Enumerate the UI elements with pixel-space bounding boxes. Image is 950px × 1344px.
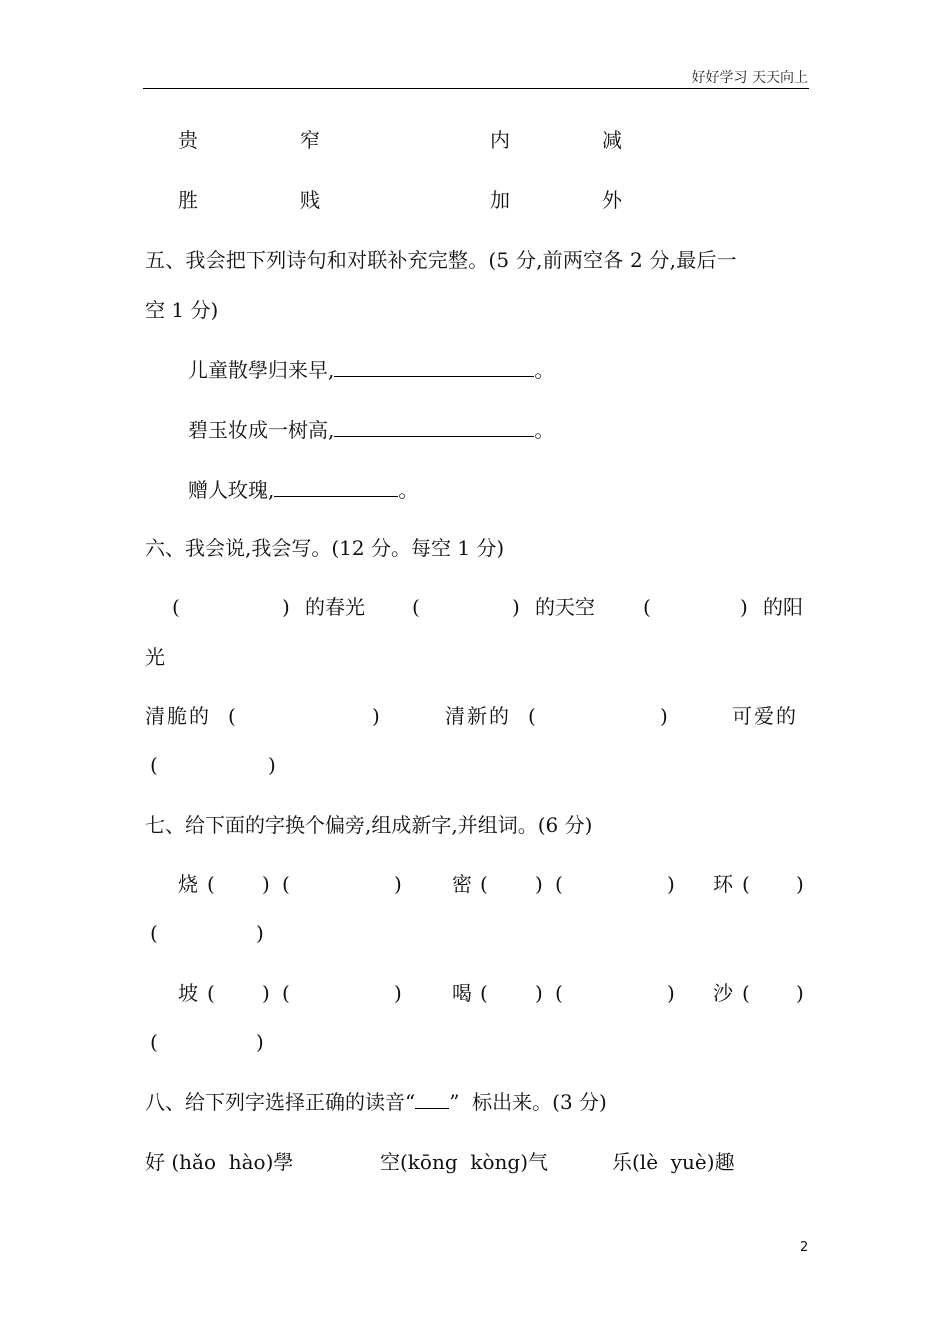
radical-char: 密 (452, 872, 472, 896)
pinyin-item: 空(kōng kòng)气 (380, 1150, 549, 1174)
paren-close: ) (535, 981, 543, 1005)
antonym-char: 胜 (178, 188, 198, 212)
paren-open: ( (282, 872, 290, 896)
antonym-char: 窄 (300, 128, 320, 152)
phrase: 的春光 (305, 595, 365, 619)
paren-close: ) (394, 872, 402, 896)
paren-open: ( (742, 981, 750, 1005)
phrase: 可爱的 (732, 704, 798, 728)
paren-open: ( (207, 872, 215, 896)
radical-char: 坡 (178, 981, 198, 1005)
period: 。 (534, 418, 555, 442)
paren-close: ) (660, 704, 668, 728)
couplet-line (188, 478, 418, 502)
phrase: 的阳 (763, 595, 803, 619)
paren-open: ( (480, 872, 488, 896)
pinyin-item: 乐(lè yuè)趣 (612, 1150, 735, 1174)
poem-line-1 (188, 358, 554, 382)
paren-open: ( (555, 981, 563, 1005)
phrase: 清新的 (445, 704, 511, 728)
paren-open: ( (480, 981, 488, 1005)
paren-open: ( (207, 981, 215, 1005)
poem-text: 碧玉妆成一树高, (188, 418, 335, 442)
paren-close: ) (394, 981, 402, 1005)
radical-char: 喝 (452, 981, 472, 1005)
paren-open: ( (412, 595, 420, 619)
period: 。 (534, 358, 555, 382)
paren-open: ( (643, 595, 651, 619)
paren-close: ) (667, 872, 675, 896)
header-rule (143, 88, 809, 89)
underline-sample (415, 1092, 449, 1109)
paren-close: ) (256, 1030, 264, 1054)
paren-close: ) (372, 704, 380, 728)
title-text: ” 标出来。(3 分) (449, 1090, 607, 1114)
antonym-char: 内 (490, 128, 510, 152)
paren-open: ( (172, 595, 180, 619)
antonym-char: 贵 (178, 128, 198, 152)
paren-open: ( (228, 704, 236, 728)
section-5-title: 五、我会把下列诗句和对联补充完整。(5 分,前两空各 2 分,最后一 (145, 248, 737, 272)
period: 。 (398, 478, 419, 502)
radical-char: 烧 (178, 872, 198, 896)
header-text: 好好学习 天天向上 (691, 70, 808, 86)
answer-blank[interactable] (334, 358, 534, 377)
antonym-char: 贱 (300, 188, 320, 212)
paren-close: ) (535, 872, 543, 896)
answer-blank[interactable] (334, 418, 534, 437)
paren-close: ) (282, 595, 290, 619)
paren-close: ) (667, 981, 675, 1005)
paren-open: ( (282, 981, 290, 1005)
paren-close: ) (262, 981, 270, 1005)
answer-blank[interactable] (274, 478, 398, 497)
radical-char: 环 (713, 872, 733, 896)
paren-close: ) (796, 981, 804, 1005)
radical-char: 沙 (713, 981, 733, 1005)
poem-line-2 (188, 418, 554, 442)
poem-text: 儿童散學归来早, (188, 358, 335, 382)
title-text: 八、给下列字选择正确的读音“ (145, 1090, 416, 1114)
paren-close: ) (268, 753, 276, 777)
paren-open: ( (742, 872, 750, 896)
paren-open: ( (150, 753, 158, 777)
antonym-char: 外 (602, 188, 622, 212)
couplet-text: 赠人玫瑰, (188, 478, 275, 502)
phrase-cont: 光 (145, 645, 165, 669)
paren-close: ) (256, 921, 264, 945)
section-8-title (145, 1090, 607, 1114)
section-6-title: 六、我会说,我会写。(12 分。每空 1 分) (145, 536, 505, 560)
paren-open: ( (528, 704, 536, 728)
paren-close: ) (262, 872, 270, 896)
antonym-char: 加 (490, 188, 510, 212)
phrase: 清脆的 (145, 704, 211, 728)
paren-close: ) (796, 872, 804, 896)
paren-open: ( (150, 1030, 158, 1054)
section-7-title: 七、给下面的字换个偏旁,组成新字,并组词。(6 分) (145, 813, 593, 837)
phrase: 的天空 (535, 595, 595, 619)
antonym-char: 减 (602, 128, 622, 152)
pinyin-item: 好 (hǎo hào)學 (145, 1150, 294, 1174)
paren-open: ( (150, 921, 158, 945)
paren-open: ( (555, 872, 563, 896)
paren-close: ) (512, 595, 520, 619)
page-number: 2 (800, 1240, 809, 1255)
paren-close: ) (740, 595, 748, 619)
section-5-title-cont: 空 1 分) (145, 298, 219, 322)
